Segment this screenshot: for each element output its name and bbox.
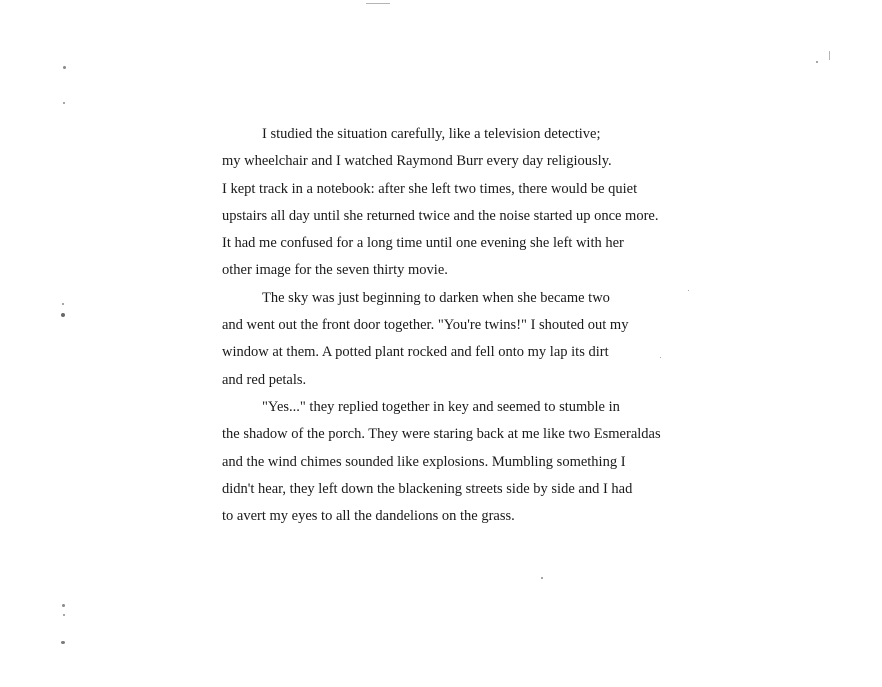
text-line: upstairs all day until she returned twice and the noise started up once more. (222, 207, 659, 224)
paragraph-3 (222, 394, 742, 530)
text-line: and went out the front door together. "You're twins!" I shouted out my (222, 317, 629, 334)
text-line: It had me confused for a long time until one evening she left with her (222, 235, 624, 252)
punch-hole-mark (61, 641, 65, 644)
text-line: and the wind chimes sounded like explosions. Mumbling something I (222, 453, 626, 470)
scan-mark-top (366, 3, 390, 4)
text-line: window at them. A potted plant rocked and fell onto my lap its dirt (222, 344, 609, 361)
text-line: didn't hear, they left down the blackening streets side by side and I had (222, 480, 633, 497)
text-line: my wheelchair and I watched Raymond Burr every day religiously. (222, 153, 612, 170)
text-line: and red petals. (222, 371, 307, 388)
punch-hole-mark (62, 604, 65, 607)
text-line: "Yes..." they replied together in key and seemed to stumble in (262, 398, 620, 415)
text-line: I studied the situation carefully, like a television detective; (262, 126, 601, 142)
text-line: The sky was just beginning to darken when she became two (262, 289, 610, 306)
punch-hole-mark (63, 614, 65, 616)
scan-speck (541, 577, 543, 579)
scan-speck (816, 61, 818, 63)
punch-hole-mark (61, 313, 65, 317)
text-line: I kept track in a notebook: after she left two times, there would be quiet (222, 180, 638, 197)
story-text (222, 121, 742, 530)
scan-mark-right (829, 51, 830, 60)
text-line: other image for the seven thirty movie. (222, 262, 448, 279)
punch-hole-mark (63, 66, 66, 69)
punch-hole-mark (62, 303, 64, 305)
punch-hole-mark (63, 102, 65, 104)
paragraph-2 (222, 285, 742, 394)
paragraph-1 (222, 121, 742, 285)
text-line: the shadow of the porch. They were staring back at me like two Esmeraldas (222, 426, 661, 443)
text-line: to avert my eyes to all the dandelions on the grass. (222, 508, 515, 525)
